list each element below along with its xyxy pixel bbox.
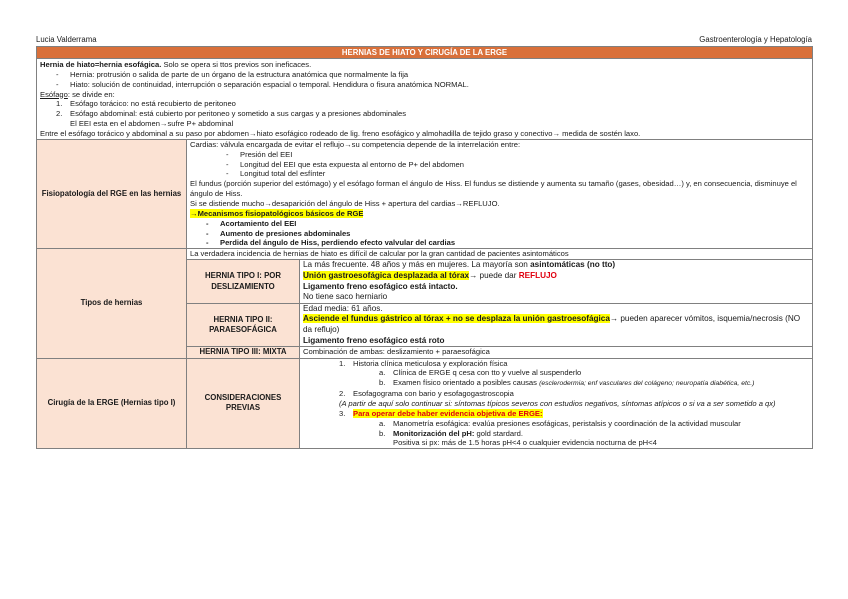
author-name: Lucia Valderrama [36,35,97,44]
consideracion-2-note: (A partir de aquí solo continuar si: síntomas típicos severos con estudios negativos, síntomas atípicos o si va a ser sometido a qx) [339,398,776,408]
cardias-item-1-text: Presión del EEI [240,149,293,159]
tipo-1-ligamento: Ligamento freno esofágico está intacto. [303,281,458,291]
reflujo-text: Si se distiende mucho→desaparición del ángulo de Hiss + apertura del cardias→REFLUJO. [190,199,500,209]
mecanismo-3: - Perdida del ángulo de Hiss, perdiendo efecto valvular del cardias [206,238,456,248]
consideracion-1a-text: Clínica de ERGE q cesa con tto y vuelve al suspenderlo [393,368,582,378]
hernia-line: - Hernia: protrusión o salida de parte de un órgano de la estructura anatómica que normalmente la fija [56,69,409,79]
esofago-item-2: 2. Esófago abdominal: está cubierto por peritoneo y sometido a sus cargas y a presiones abdominales [56,109,407,119]
page-header [36,35,812,46]
consideracion-1b-text: Examen físico orientado a posibles causas [393,378,540,388]
ph-criteria-text: Positiva si px: más de 1.5 horas pH<4 o cualquier evidencia nocturna de pH<4 [393,438,657,448]
tipo-2-ligamento: Ligamento freno esofágico está roto [303,335,445,345]
consideracion-2 [303,389,809,399]
hiato-text: Hiato: solución de continuidad, interrupción o separación espacial o temporal. Hendidura o fisura anatómica NORMAL. [70,79,469,89]
monitorizacion-ph: Monitorización del pH: [393,428,475,438]
tipo-1-freq: La más frecuente. 48 años y más en mujeres. La mayoría son [303,260,531,270]
cardias-text: Cardias: válvula encargada de evitar el reflujo→su competencia depende de la interrelación entre: [190,139,521,149]
hernia-tipo-2-label: HERNIA TIPO II: PARAESOFÁGICA [187,303,300,347]
notes-table [36,46,813,449]
mecanismo-1: - Acortamiento del EEI [206,218,297,228]
consideracion-1-text: Historia clínica meticulosa y exploración física [353,358,508,368]
consideracion-3 [303,409,809,419]
intro-section [37,59,813,140]
eei-note-text: El EEI esta en el abdomen→sufre P+ abdominal [70,119,234,129]
cardias-item-1: - Presión del EEI [226,149,293,159]
definition-note: Solo se opera si ttos previos son ineficaces. [161,60,312,69]
document-title: HERNIAS DE HIATO Y CIRUGÍA DE LA ERGE [37,47,813,59]
esofago-item-1: 1. Esófago torácico: no está recubierto de peritoneo [56,99,236,109]
tipo-1-puede-dar: → puede dar [469,270,519,280]
letter-a: a. [379,418,386,428]
tipo-1-reflujo: REFLUJO [518,270,557,280]
consideracion-1b [303,378,809,389]
num-3: 3. [339,408,346,418]
tipo-2-edad: Edad media: 61 años. [303,303,383,313]
cardias-item-3-text: Longitud total del esfínter [240,169,326,179]
tipo-1-saco: No tiene saco herniario [303,292,388,302]
letter-b: b. [379,428,386,438]
hernia-tipo-2-content [300,303,813,347]
hiato-line: - Hiato: solución de continuidad, interrupción o separación espacial o temporal. Hendidura o fisura anatómica NORMAL. [56,79,469,89]
num-2: 2. [339,389,346,399]
consideracion-3-text: Para operar debe haber evidencia objetiva de ERGE: [353,408,543,418]
esofago-item-2-text: Esófago abdominal: está cubierto por peritoneo y sometido a sus cargas y a presiones abdominales [70,109,407,119]
esofago-label: Esófago [40,89,68,99]
subject-name: Gastroenterología y Hepatología [699,35,812,44]
ph-criteria [303,438,809,448]
tipo-2-vomitos: → pueden aparecer vómitos, isquemia/necrosis (NO da reflujo) [303,314,801,335]
gold-standard: gold stardard. [474,428,523,438]
cardias-item-2: - Longitud del EEI que esta expuesta al entorno de P+ del abdomen [226,159,464,169]
esofago-item-1-text: Esófago torácico: no está recubierto de peritoneo [70,99,236,109]
hernia-definition: Hernia de hiato=hernia esofágica. [40,60,162,69]
consideracion-1b-causes: (esclerodermia; enf vasculares del colágeno; neuropatía diabética, etc.) [539,380,755,388]
document-page [36,35,812,449]
fisiopatologia-label: Fisiopatología del RGE en las hernias [37,139,187,248]
tipo-1-union: Unión gastroesofágica desplazada al tórax [303,270,470,280]
consideraciones-content [300,358,813,449]
hernia-tipo-3-label: HERNIA TIPO III: MIXTA [187,347,300,358]
cirugia-label: Cirugía de la ERGE (Hernias tipo I) [37,358,187,449]
hiato-esofagico-note: Entre el esófago torácico y abdominal a su paso por abdomen→hiato esofágico rodeado de lig. freno esofágico y almohadilla de tejido graso y conectivo→ medida de sostén laxo. [40,129,641,139]
mecanismo-2: - Aumento de presiones abdominales [206,228,351,238]
esofago-rest: : se divide en: [67,89,115,99]
hernia-text: Hernia: protrusión o salida de parte de un órgano de la estructura anatómica que normalmente la fija [70,69,409,79]
letter-a: a. [379,368,386,378]
incidencia-text: La verdadera incidencia de hernias de hiato es difícil de calcular por la gran cantidad de pacientes asintomáticos [187,249,813,260]
consideracion-3b [303,429,809,439]
mecanismo-3-text: Perdida del ángulo de Hiss, perdiendo efecto valvular del cardias [220,238,456,248]
mecanismos-heading: →Mecanismos fisiopatológicos básicos de RGE [190,208,364,218]
consideracion-2-text: Esofagograma con bario y esofagogastroscopia [353,389,514,399]
fundus-text: El fundus (porción superior del estómago) y el esófago forman el ángulo de Hiss. El fundus se distiende y aumenta su tamaño (gases, obesidad…) y, en consecuencia, disminuye el ángulo de Hiss. [190,179,797,199]
consideracion-1 [303,359,809,369]
eei-note [40,119,809,129]
tipo-2-asciende: Asciende el fundus gástrico al tórax + no se desplaza la unión gastroesofágica [303,314,610,324]
hernia-tipo-3-content: Combinación de ambas: deslizamiento + paraesofágica [300,347,813,358]
cardias-item-2-text: Longitud del EEI que esta expuesta al entorno de P+ del abdomen [240,159,464,169]
hernia-tipo-1-content [300,260,813,304]
consideraciones-label: CONSIDERACIONES PREVIAS [187,358,300,449]
mecanismo-1-text: Acortamiento del EEI [220,218,297,228]
hernia-tipo-1-label: HERNIA TIPO I: POR DESLIZAMIENTO [187,260,300,304]
fisiopatologia-content [187,139,813,248]
manometria-text: Manometría esofágica: evalúa presiones esofágicas, peristalsis y coordinación de la actividad muscular [393,418,741,428]
tipos-hernias-label: Tipos de hernias [37,249,187,358]
mecanismo-2-text: Aumento de presiones abdominales [220,228,351,238]
consideracion-3a [303,419,809,429]
cardias-item-3: - Longitud total del esfínter [226,169,326,179]
num-1: 1. [339,358,346,368]
consideracion-1a [303,368,809,378]
tipo-1-asintomaticas: asintomáticas (no tto) [530,260,616,270]
letter-b: b. [379,378,386,388]
